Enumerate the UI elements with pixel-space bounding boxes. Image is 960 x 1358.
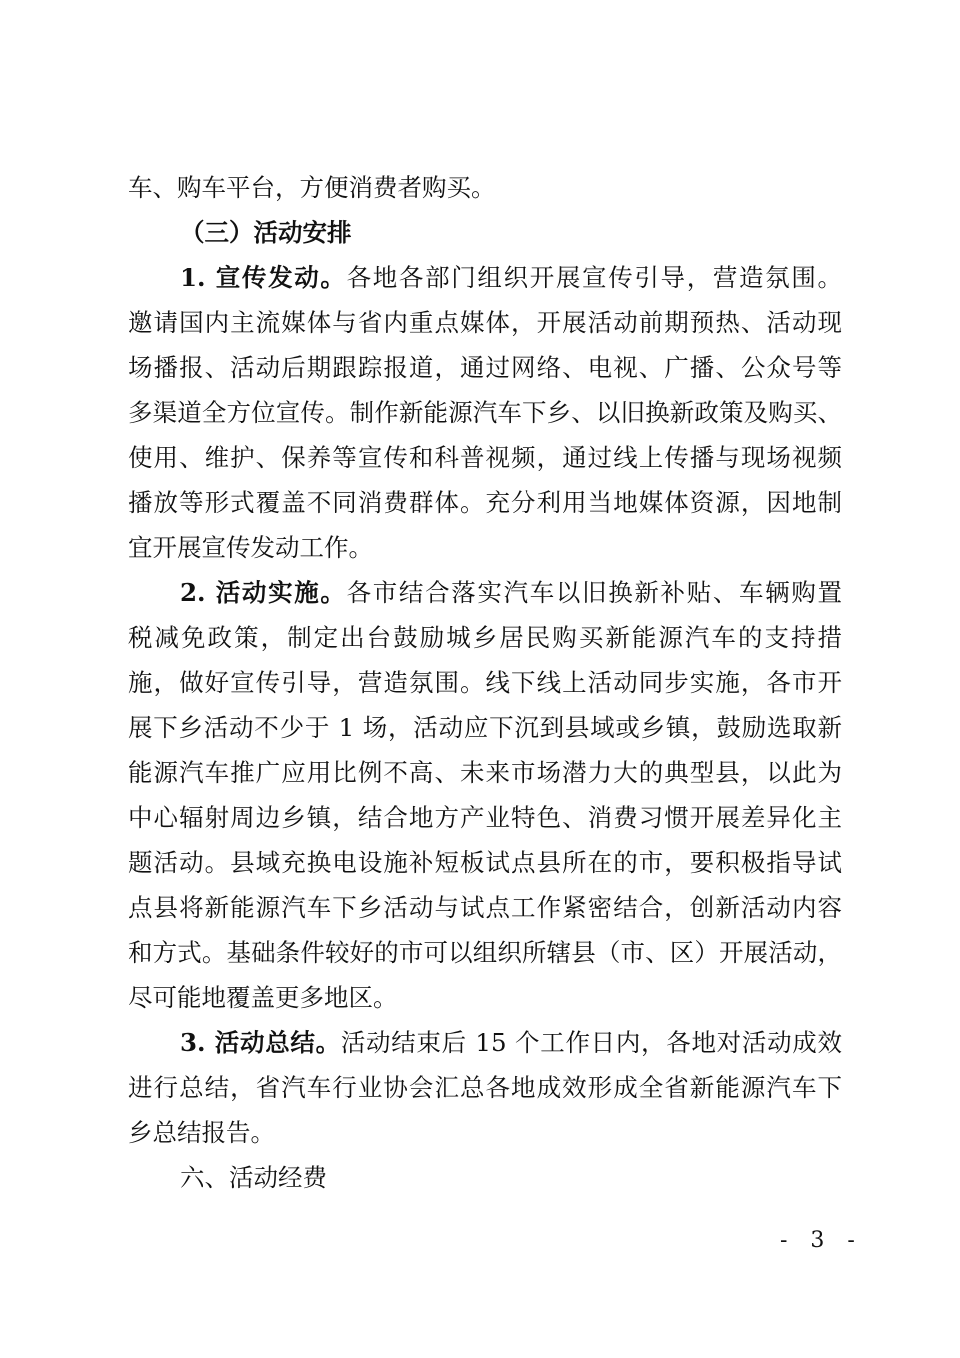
paragraph-line: 使用、维护、保养等宣传和科普视频，通过线上传播与现场视频 (128, 443, 842, 472)
paragraph-line: 多渠道全方位宣传。制作新能源汽车下乡、以旧换新政策及购买、 (128, 398, 842, 427)
item-2-label: 2. 活动实施。 (180, 578, 347, 607)
item-3-text: 活动结束后 15 个工作日内，各地对活动成效 (340, 1028, 842, 1057)
page-number: - 3 - (780, 1228, 863, 1253)
paragraph-line: 展下乡活动不少于 1 场，活动应下沉到县域或乡镇，鼓励选取新 (128, 713, 842, 742)
section-heading-activity-arrangement: （三）活动安排 (180, 218, 352, 247)
paragraph-line: 施，做好宣传引导，营造氛围。线下线上活动同步实施，各市开 (128, 668, 842, 697)
item-2-text: 各市结合落实汽车以旧换新补贴、车辆购置 (346, 578, 843, 607)
paragraph-line: 题活动。县域充换电设施补短板试点县所在的市，要积极指导试 (128, 848, 842, 877)
item-3-label: 3. 活动总结。 (180, 1028, 341, 1057)
paragraph-line: 邀请国内主流媒体与省内重点媒体，开展活动前期预热、活动现 (128, 308, 842, 337)
item-1-first-line (128, 255, 842, 300)
paragraph-line: 场播报、活动后期跟踪报道，通过网络、电视、广播、公众号等 (128, 353, 842, 382)
paragraph-line: 点县将新能源汽车下乡活动与试点工作紧密结合，创新活动内容 (128, 893, 842, 922)
item-1-text: 各地各部门组织开展宣传引导，营造氛围。 (346, 263, 843, 292)
paragraph-line: 尽可能地覆盖更多地区。 (128, 983, 398, 1012)
paragraph-line: 税减免政策，制定出台鼓励城乡居民购买新能源汽车的支持措 (128, 623, 842, 652)
paragraph-line: 进行总结，省汽车行业协会汇总各地成效形成全省新能源汽车下 (128, 1073, 842, 1102)
paragraph-line: 和方式。基础条件较好的市可以组织所辖县（市、区）开展活动， (128, 938, 842, 967)
paragraph-line: 宜开展宣传发动工作。 (128, 533, 373, 562)
paragraph-line: 能源汽车推广应用比例不高、未来市场潜力大的典型县，以此为 (128, 758, 842, 787)
paragraph-line: 乡总结报告。 (128, 1118, 275, 1147)
item-2-first-line (128, 570, 842, 615)
section-heading-activity-funding: 六、活动经费 (180, 1163, 327, 1192)
paragraph-line: 车、购车平台，方便消费者购买。 (128, 173, 496, 202)
item-3-first-line (128, 1020, 842, 1065)
item-1-label: 1. 宣传发动。 (180, 263, 347, 292)
paragraph-line: 播放等形式覆盖不同消费群体。充分利用当地媒体资源，因地制 (128, 488, 842, 517)
document-body (128, 165, 842, 1200)
paragraph-line: 中心辐射周边乡镇，结合地方产业特色、消费习惯开展差异化主 (128, 803, 842, 832)
